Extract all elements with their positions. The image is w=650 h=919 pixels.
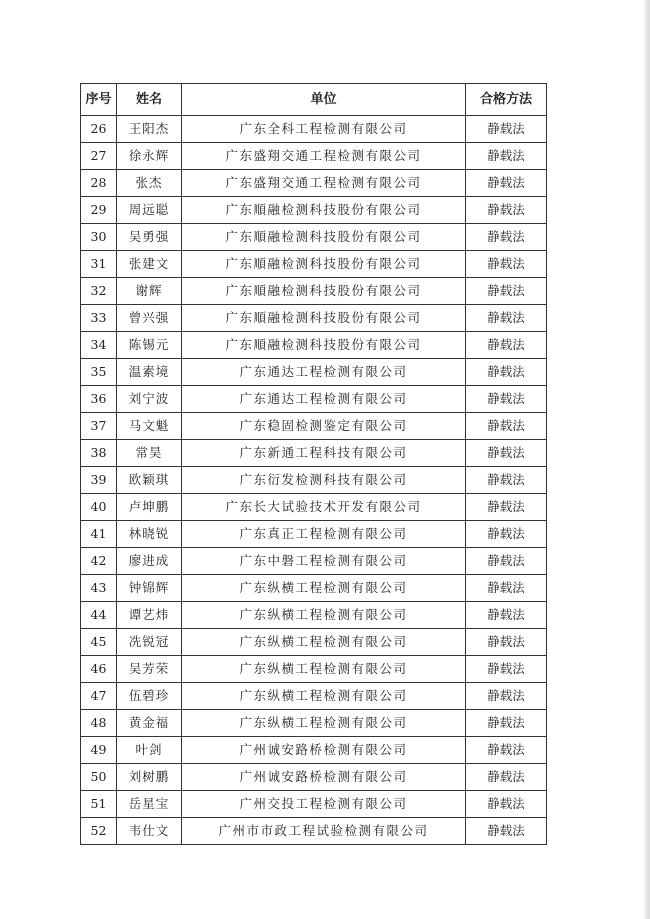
cell-index: 35	[81, 359, 117, 386]
cell-method: 静载法	[466, 683, 547, 710]
cell-index: 47	[81, 683, 117, 710]
cell-name: 吴芳荣	[117, 656, 182, 683]
page-edge-shadow	[644, 0, 650, 919]
cell-name: 王阳杰	[117, 116, 182, 143]
cell-unit: 广东中磐工程检测有限公司	[182, 548, 466, 575]
cell-unit: 广东順融检测科技股份有限公司	[182, 305, 466, 332]
header-unit: 单位	[182, 84, 466, 116]
cell-method: 静载法	[466, 278, 547, 305]
table-row	[81, 440, 547, 467]
cell-method: 静载法	[466, 386, 547, 413]
table-row	[81, 413, 547, 440]
cell-method: 静载法	[466, 656, 547, 683]
cell-index: 36	[81, 386, 117, 413]
table-row	[81, 737, 547, 764]
table-row	[81, 278, 547, 305]
cell-method: 静载法	[466, 548, 547, 575]
table-row	[81, 359, 547, 386]
cell-unit: 广东新通工程科技有限公司	[182, 440, 466, 467]
cell-method: 静载法	[466, 818, 547, 845]
cell-index: 50	[81, 764, 117, 791]
cell-unit: 广东順融检测科技股份有限公司	[182, 332, 466, 359]
cell-unit: 广东全科工程检测有限公司	[182, 116, 466, 143]
cell-unit: 广东衍发检测科技有限公司	[182, 467, 466, 494]
cell-index: 27	[81, 143, 117, 170]
cell-unit: 广东纵横工程检测有限公司	[182, 575, 466, 602]
cell-name: 黄金福	[117, 710, 182, 737]
table-header-row	[81, 84, 547, 116]
table-row	[81, 143, 547, 170]
cell-index: 44	[81, 602, 117, 629]
table-row	[81, 521, 547, 548]
cell-index: 40	[81, 494, 117, 521]
cell-unit: 广东盛翔交通工程检测有限公司	[182, 143, 466, 170]
cell-index: 45	[81, 629, 117, 656]
table-row	[81, 116, 547, 143]
cell-name: 叶剑	[117, 737, 182, 764]
cell-name: 卢坤鹏	[117, 494, 182, 521]
cell-unit: 广东盛翔交通工程检测有限公司	[182, 170, 466, 197]
cell-index: 39	[81, 467, 117, 494]
cell-name: 韦仕文	[117, 818, 182, 845]
cell-index: 48	[81, 710, 117, 737]
table-row	[81, 305, 547, 332]
table-row	[81, 791, 547, 818]
cell-name: 刘宁波	[117, 386, 182, 413]
cell-index: 41	[81, 521, 117, 548]
cell-name: 冼锐冠	[117, 629, 182, 656]
table-row	[81, 251, 547, 278]
cell-method: 静载法	[466, 143, 547, 170]
cell-name: 林晓锐	[117, 521, 182, 548]
cell-name: 岳星宝	[117, 791, 182, 818]
cell-unit: 广东稳固检测鉴定有限公司	[182, 413, 466, 440]
cell-index: 31	[81, 251, 117, 278]
cell-index: 43	[81, 575, 117, 602]
cell-unit: 广东順融检测科技股份有限公司	[182, 278, 466, 305]
table-row	[81, 197, 547, 224]
cell-unit: 广东通达工程检测有限公司	[182, 359, 466, 386]
cell-method: 静载法	[466, 224, 547, 251]
cell-name: 陈锡元	[117, 332, 182, 359]
cell-unit: 广东真正工程检测有限公司	[182, 521, 466, 548]
header-method: 合格方法	[466, 84, 547, 116]
cell-method: 静载法	[466, 413, 547, 440]
cell-method: 静载法	[466, 359, 547, 386]
cell-name: 张杰	[117, 170, 182, 197]
cell-unit: 广州诚安路桥检测有限公司	[182, 737, 466, 764]
cell-name: 谢辉	[117, 278, 182, 305]
cell-unit: 广东順融检测科技股份有限公司	[182, 224, 466, 251]
cell-unit: 广州交投工程检测有限公司	[182, 791, 466, 818]
cell-method: 静载法	[466, 197, 547, 224]
cell-unit: 广东順融检测科技股份有限公司	[182, 197, 466, 224]
cell-name: 温素境	[117, 359, 182, 386]
table-row	[81, 575, 547, 602]
cell-index: 32	[81, 278, 117, 305]
cell-index: 33	[81, 305, 117, 332]
cell-unit: 广东纵横工程检测有限公司	[182, 656, 466, 683]
table-row	[81, 656, 547, 683]
cell-name: 廖进成	[117, 548, 182, 575]
cell-name: 徐永辉	[117, 143, 182, 170]
cell-name: 谭艺炜	[117, 602, 182, 629]
cell-index: 49	[81, 737, 117, 764]
table-row	[81, 467, 547, 494]
cell-method: 静载法	[466, 791, 547, 818]
cell-method: 静载法	[466, 170, 547, 197]
cell-name: 张建文	[117, 251, 182, 278]
cell-index: 42	[81, 548, 117, 575]
cell-method: 静载法	[466, 737, 547, 764]
cell-index: 52	[81, 818, 117, 845]
cell-method: 静载法	[466, 764, 547, 791]
cell-index: 46	[81, 656, 117, 683]
cell-unit: 广东纵横工程检测有限公司	[182, 629, 466, 656]
cell-method: 静载法	[466, 116, 547, 143]
header-index: 序号	[81, 84, 117, 116]
table-row	[81, 548, 547, 575]
cell-method: 静载法	[466, 332, 547, 359]
cell-index: 37	[81, 413, 117, 440]
cell-unit: 广东順融检测科技股份有限公司	[182, 251, 466, 278]
cell-method: 静载法	[466, 602, 547, 629]
cell-index: 34	[81, 332, 117, 359]
cell-name: 周远聪	[117, 197, 182, 224]
table-row	[81, 386, 547, 413]
cell-unit: 广东通达工程检测有限公司	[182, 386, 466, 413]
cell-index: 28	[81, 170, 117, 197]
cell-name: 伍碧珍	[117, 683, 182, 710]
cell-method: 静载法	[466, 305, 547, 332]
cell-unit: 广东纵横工程检测有限公司	[182, 683, 466, 710]
table-row	[81, 764, 547, 791]
qualified-personnel-table	[80, 83, 547, 845]
cell-method: 静载法	[466, 440, 547, 467]
cell-method: 静载法	[466, 629, 547, 656]
table-row	[81, 629, 547, 656]
cell-unit: 广州市市政工程试验检测有限公司	[182, 818, 466, 845]
cell-name: 吴勇强	[117, 224, 182, 251]
cell-index: 26	[81, 116, 117, 143]
table-body	[81, 116, 547, 845]
cell-name: 钟锦辉	[117, 575, 182, 602]
table-row	[81, 170, 547, 197]
cell-index: 38	[81, 440, 117, 467]
cell-index: 30	[81, 224, 117, 251]
cell-method: 静载法	[466, 467, 547, 494]
cell-method: 静载法	[466, 710, 547, 737]
cell-unit: 广东纵横工程检测有限公司	[182, 602, 466, 629]
cell-method: 静载法	[466, 521, 547, 548]
cell-unit: 广州诚安路桥检测有限公司	[182, 764, 466, 791]
cell-method: 静载法	[466, 575, 547, 602]
cell-method: 静载法	[466, 251, 547, 278]
table-row	[81, 494, 547, 521]
table-row	[81, 602, 547, 629]
cell-name: 曾兴强	[117, 305, 182, 332]
header-name: 姓名	[117, 84, 182, 116]
table-row	[81, 224, 547, 251]
table-row	[81, 710, 547, 737]
cell-method: 静载法	[466, 494, 547, 521]
cell-unit: 广东纵横工程检测有限公司	[182, 710, 466, 737]
cell-name: 马文魁	[117, 413, 182, 440]
cell-unit: 广东长大试验技术开发有限公司	[182, 494, 466, 521]
cell-index: 51	[81, 791, 117, 818]
table-row	[81, 332, 547, 359]
cell-name: 常昊	[117, 440, 182, 467]
table-row	[81, 683, 547, 710]
cell-name: 刘树鹏	[117, 764, 182, 791]
table-row	[81, 818, 547, 845]
cell-index: 29	[81, 197, 117, 224]
cell-name: 欧颖琪	[117, 467, 182, 494]
